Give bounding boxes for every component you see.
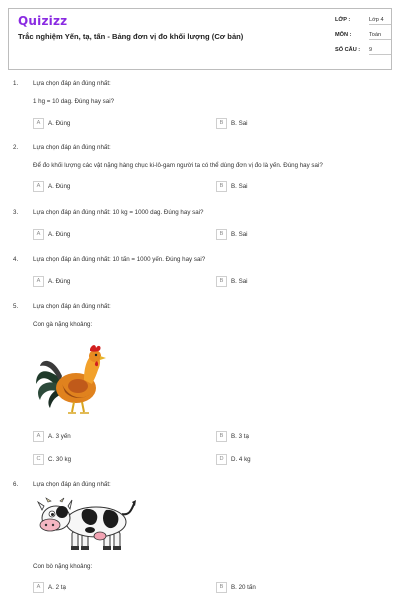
- answer-option[interactable]: [33, 430, 71, 442]
- option-letter-box: B: [216, 582, 227, 593]
- question-prompt: Lựa chọn đáp án đúng nhất:: [33, 144, 111, 151]
- option-letter-box: B: [216, 118, 227, 129]
- option-text: A. Đúng: [48, 277, 71, 285]
- option-letter-box: D: [216, 454, 227, 465]
- option-text: B. Sai: [231, 119, 248, 127]
- question-body: 1 hg = 10 dag. Đúng hay sai?: [33, 98, 115, 105]
- grade-label: LỚP :: [335, 17, 351, 23]
- option-text: A. Đúng: [48, 119, 71, 127]
- answer-option[interactable]: [216, 453, 251, 465]
- question-number: 2.: [13, 144, 19, 151]
- question-prompt: Lựa chọn đáp án đúng nhất: 10 kg = 1000 dag. Đúng hay sai?: [33, 209, 204, 216]
- subject-value: Toán: [369, 32, 391, 40]
- option-text: B. 3 tạ: [231, 432, 249, 440]
- question-number: 5.: [13, 303, 19, 310]
- grade-value: Lớp 4: [369, 17, 391, 25]
- question-number: 6.: [13, 481, 19, 488]
- subject-label: MÔN :: [335, 32, 352, 38]
- question-prompt: Lựa chọn đáp án đúng nhất:: [33, 303, 111, 310]
- option-letter-box: A: [33, 181, 44, 192]
- answer-option[interactable]: [216, 275, 248, 287]
- question-prompt: Lựa chọn đáp án đúng nhất:: [33, 80, 111, 87]
- option-letter-box: B: [216, 276, 227, 287]
- quizizz-logo: Quizizz: [18, 14, 68, 28]
- question-prompt: Lựa chọn đáp án đúng nhất: 10 tấn = 1000 yến. Đúng hay sai?: [33, 256, 206, 263]
- option-text: A. 2 tạ: [48, 583, 66, 591]
- answer-option[interactable]: [33, 228, 70, 240]
- option-text: C. 30 kg: [48, 455, 72, 463]
- answer-option[interactable]: [33, 453, 71, 465]
- option-letter-box: A: [33, 431, 44, 442]
- question-prompt: Lựa chọn đáp án đúng nhất:: [33, 481, 111, 488]
- answer-option[interactable]: [33, 581, 66, 593]
- answer-option[interactable]: [216, 430, 249, 442]
- cow-image: [30, 496, 138, 554]
- option-letter-box: A: [33, 582, 44, 593]
- option-letter-box: A: [33, 229, 44, 240]
- count-label: SỐ CÂU :: [335, 47, 361, 53]
- answer-option[interactable]: [216, 180, 248, 192]
- answer-option[interactable]: [33, 180, 70, 192]
- option-text: B. Sai: [231, 277, 248, 285]
- question-body: Con gà nặng khoảng:: [33, 321, 93, 328]
- question-number: 4.: [13, 256, 19, 263]
- worksheet-header: [8, 8, 392, 70]
- answer-option[interactable]: [33, 117, 70, 129]
- option-letter-box: A: [33, 118, 44, 129]
- option-text: B. Sai: [231, 230, 248, 238]
- question-body: Con bò nặng khoảng:: [33, 563, 93, 570]
- option-text: B. 20 tấn: [231, 583, 256, 591]
- option-text: D. 4 kg: [231, 455, 251, 463]
- option-text: A. Đúng: [48, 230, 71, 238]
- answer-option[interactable]: [216, 117, 248, 129]
- answer-option[interactable]: [216, 228, 248, 240]
- question-body: Để đo khối lượng các vật nặng hàng chục ki-lô-gam người ta có thể dùng đơn vị đo là yến. Đúng hay sai?: [33, 162, 323, 169]
- answer-option[interactable]: [216, 581, 256, 593]
- option-letter-box: B: [216, 229, 227, 240]
- option-letter-box: B: [216, 181, 227, 192]
- question-number: 1.: [13, 80, 19, 87]
- worksheet-title: Trắc nghiệm Yến, tạ, tấn - Bảng đơn vị đo khối lượng (Cơ bản): [18, 32, 244, 41]
- option-text: A. 3 yến: [48, 432, 71, 440]
- option-text: B. Sai: [231, 182, 248, 190]
- question-number: 3.: [13, 209, 19, 216]
- option-letter-box: A: [33, 276, 44, 287]
- option-letter-box: B: [216, 431, 227, 442]
- rooster-image: [32, 340, 108, 416]
- option-letter-box: C: [33, 454, 44, 465]
- count-value: 9: [369, 47, 391, 55]
- answer-option[interactable]: [33, 275, 70, 287]
- option-text: A. Đúng: [48, 182, 71, 190]
